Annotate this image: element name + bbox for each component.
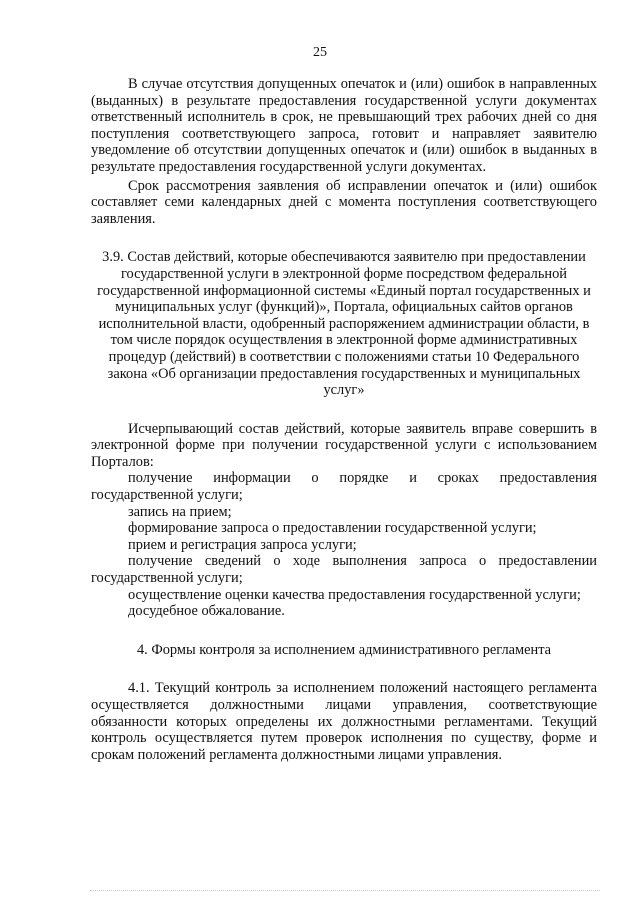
actions-intro: Исчерпывающий состав действий, которые заявитель вправе совершить в электронной форме при получении государственной услуги с использованием Порталов: <box>91 420 597 470</box>
list-item: досудебное обжалование. <box>128 603 285 620</box>
paragraph-review-deadline: Срок рассмотрения заявления об исправлении опечаток и (или) ошибок составляет семи календарных дней с момента поступления соответствующего заявления. <box>91 177 597 227</box>
list-item: формирование запроса о предоставлении государственной услуги; <box>128 520 537 537</box>
scan-artifact-divider <box>90 890 600 894</box>
section-3-9-heading: 3.9. Состав действий, которые обеспечиваются заявителю при предоставлении государственной услуги в электронной форме посредством федеральной государственной информационной системы «Единый портал государственных и муниципальных услуг (функций)», Портала, официальных сайтов органов исполнительной власти, одобренный распоряжением администрации области, в том числе порядок осуществления в электронной форме административных процедур (действий) в соответствии с положениями статьи 10 Федерального закона «Об организации предоставления государственных и муниципальных услуг» <box>97 249 591 399</box>
document-body <box>91 76 597 763</box>
list-item: осуществление оценки качества предоставления государственной услуги; <box>128 586 581 603</box>
list-item: запись на прием; <box>128 503 232 520</box>
page-number: 25 <box>313 45 327 60</box>
section-4-heading: 4. Формы контроля за исполнением административного регламента <box>136 641 552 658</box>
list-item: прием и регистрация запроса услуги; <box>128 536 357 553</box>
list-item: получение сведений о ходе выполнения запроса о предоставлении государственной услуги; <box>91 553 597 587</box>
section-4-1-paragraph: 4.1. Текущий контроль за исполнением положений настоящего регламента осуществляется должностными лицами управления, соответствующие обязанности которых определены их должностными регламентами. Текущий контроль осуществляется путем проверок исполнения по существу, форме и срокам положений регламента должностными лицами управления. <box>91 680 597 763</box>
list-item: получение информации о порядке и сроках предоставления государственной услуги; <box>91 470 597 504</box>
paragraph-no-errors-notice: В случае отсутствия допущенных опечаток и (или) ошибок в направленных (выданных) в результате предоставления государственной услуги документах ответственный исполнитель в срок, не превышающий трех рабочих дней со дня поступления соответствующего запроса, готовит и направляет заявителю уведомление об отсутствии допущенных опечаток и (или) ошибок в выданных в результате предоставления государственной услуги документах. <box>91 76 597 175</box>
